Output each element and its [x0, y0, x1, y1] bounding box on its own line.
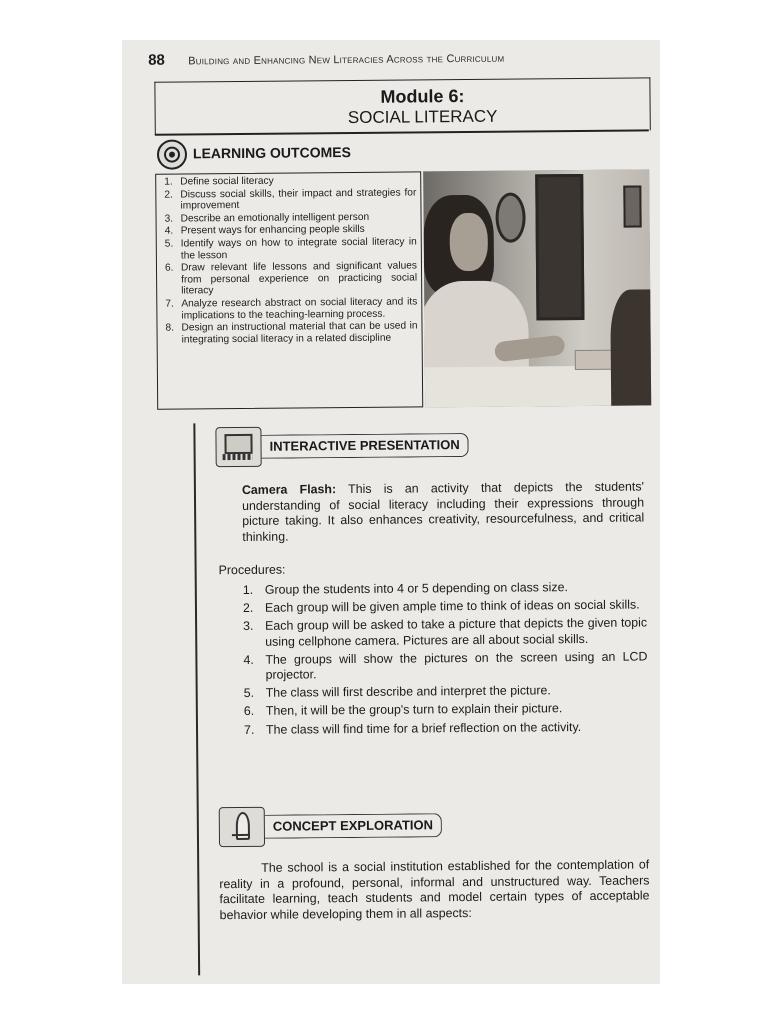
presentation-screen-icon	[215, 427, 261, 467]
camera-flash-paragraph	[242, 479, 645, 545]
list-item: 4. Present ways for enhancing people skills	[164, 224, 365, 238]
concept-exploration-paragraph: The school is a social institution established for the contemplation of reality in a profound, personal, informal and unstructured way. Teachers facilitate learning, teach students and model certain types of acceptable behavior while developing them in all aspects:	[219, 857, 650, 922]
running-head: Building and Enhancing New Literacies Across the Curriculum	[188, 52, 505, 68]
module-title-box	[154, 77, 650, 134]
list-item: 3. Describe an emotionally intelligent person	[164, 211, 370, 225]
concept-exploration-header	[219, 805, 442, 847]
procedures-label: Procedures:	[218, 562, 286, 578]
module-subtitle: SOCIAL LITERACY	[347, 106, 498, 128]
list-item: 8. Design an instructional material that can be used in integrating social literacy in a related discipline	[165, 320, 418, 346]
list-item: 4. The groups will show the pictures on the screen using an LCD projector.	[243, 649, 648, 682]
learning-outcomes-header	[155, 129, 649, 173]
interactive-presentation-header	[215, 425, 469, 467]
list-item: 2. Discuss social skills, their impact and strategies for improvement	[164, 187, 417, 212]
target-icon	[157, 139, 187, 169]
page-number: 88	[148, 51, 165, 69]
margin-rule	[193, 423, 200, 975]
classroom-photo	[423, 169, 651, 407]
camera-flash-lead: Camera Flash:	[241, 482, 337, 497]
list-item: 1. Group the students into 4 or 5 depending on class size.	[242, 580, 568, 597]
concept-exploration-title: CONCEPT EXPLORATION	[265, 813, 442, 839]
list-item: 6. Draw relevant life lessons and significant values from personal experience on practicing social literacy	[164, 260, 418, 297]
list-item: 2. Each group will be given ample time to think of ideas on social skills.	[242, 597, 640, 616]
list-item: 1. Define social literacy	[164, 175, 274, 188]
list-item: 7. The class will find time for a brief reflection on the activity.	[243, 719, 582, 737]
book-page	[122, 40, 660, 984]
procedures-list	[243, 579, 648, 740]
list-item: 3. Each group will be asked to take a picture that depicts the given topic using cellphone camera. Pictures are all about social skills.	[243, 615, 648, 649]
list-item: 5. Identify ways on how to integrate social literacy in the lesson	[164, 236, 417, 262]
interactive-presentation-title: INTERACTIVE PRESENTATION	[261, 433, 468, 459]
learning-outcomes-title: LEARNING OUTCOMES	[192, 144, 351, 162]
list-item: 5. The class will first describe and interpret the picture.	[243, 683, 551, 701]
learning-outcomes-list	[155, 171, 423, 409]
list-item: 7. Analyze research abstract on social literacy and its implications to the teaching-learning process.	[165, 296, 418, 322]
camera-flash-body: This is an activity that depicts the students' understanding of social literacy including their expressions through picture taking. It also enhances creativity, resourcefulness, and critical thinking.	[242, 479, 645, 544]
list-item: 6. Then, it will be the group's turn to explain their picture.	[243, 701, 563, 719]
module-title: Module 6:	[380, 86, 465, 107]
rocket-icon	[219, 807, 265, 847]
